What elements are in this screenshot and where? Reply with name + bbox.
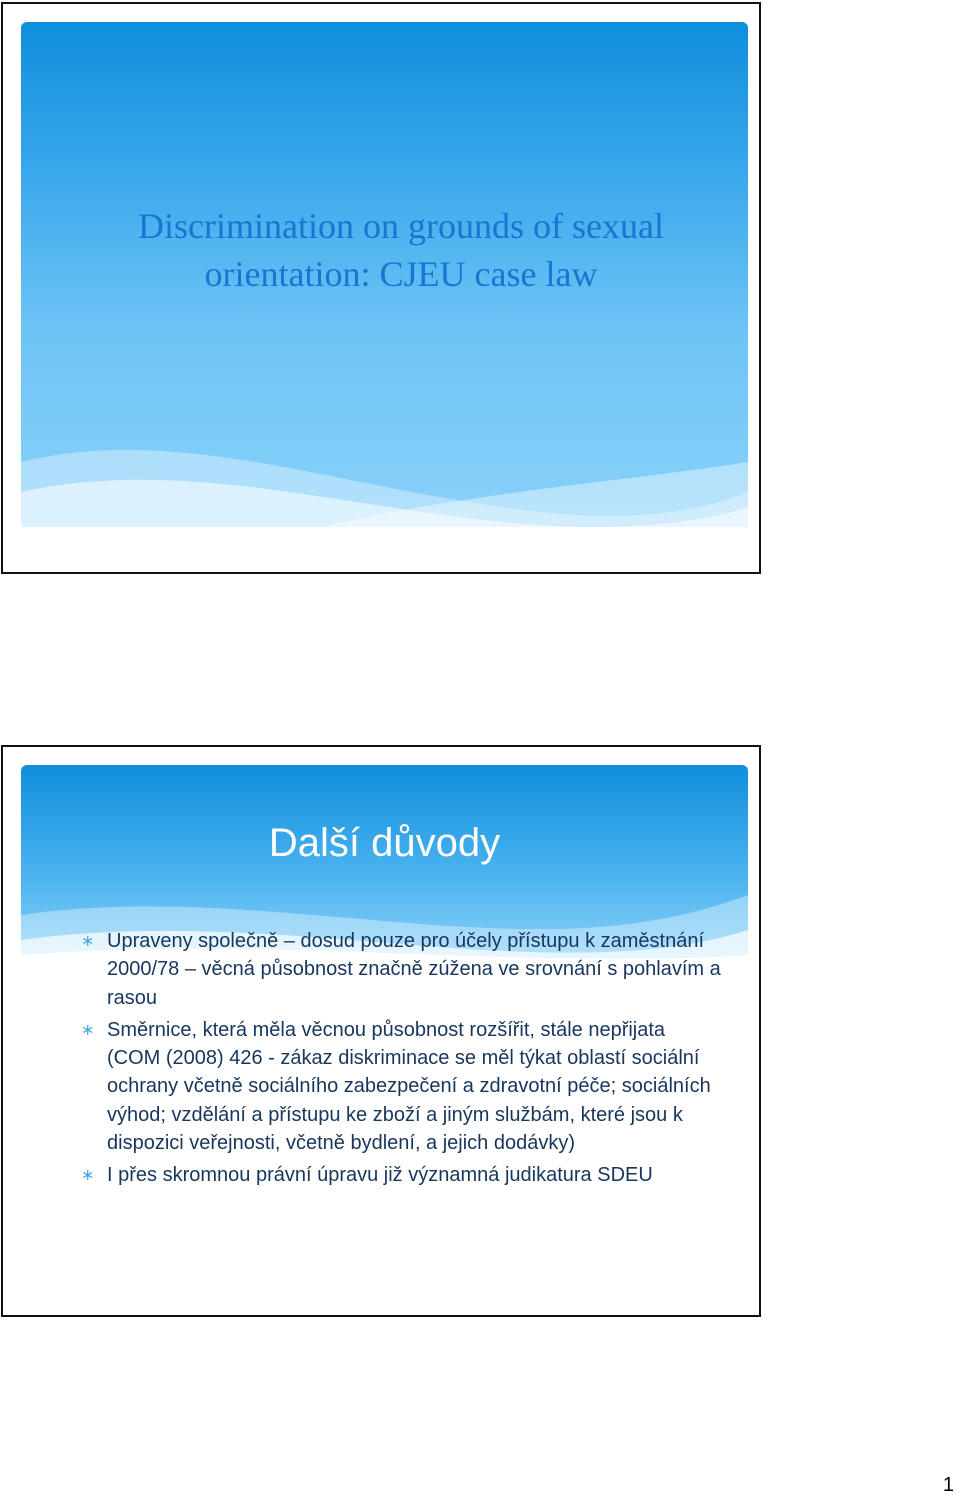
slide-1-title-line-1: Discrimination on grounds of sexual — [138, 206, 664, 246]
asterisk-bullet-icon: ∗ — [81, 1165, 95, 1185]
bullet-list — [81, 927, 721, 1194]
bullet-item — [81, 1161, 721, 1189]
bullet-text: I přes skromnou právní úpravu již významná judikatura SDEU — [107, 1164, 653, 1187]
bullet-item — [81, 1016, 721, 1157]
slide-1-title — [61, 202, 741, 298]
bullet-item — [81, 927, 721, 1012]
bullet-text: Upraveny společně – dosud pouze pro účely přístupu k zaměstnání 2000/78 – věcná působnost značně zúžena ve srovnání s pohlavím a rasou — [107, 930, 721, 1009]
slide-1-title-line-2: orientation: CJEU case law — [204, 254, 598, 294]
slide-2-title: Další důvody — [268, 821, 501, 865]
slide-1-background — [21, 22, 748, 527]
asterisk-bullet-icon: ∗ — [81, 931, 95, 950]
slide-1 — [1, 2, 761, 574]
page-number: 1 — [942, 1474, 954, 1496]
asterisk-bullet-icon: ∗ — [81, 1019, 95, 1039]
bullet-text: Směrnice, která měla věcnou působnost rozšířit, stále nepřijata (COM (2008) 426 - zákaz diskriminace se měl týkat oblastí sociální ochrany včetně sociálního zabezpečení a zdravotní péče; sociálních výhod; vzdělání a přístupu ke zboží a jiným službám, které jsou k dispozici veřejnosti, včetně bydlení, a jejich dodávky) — [107, 1018, 711, 1155]
slide-2 — [1, 745, 761, 1317]
